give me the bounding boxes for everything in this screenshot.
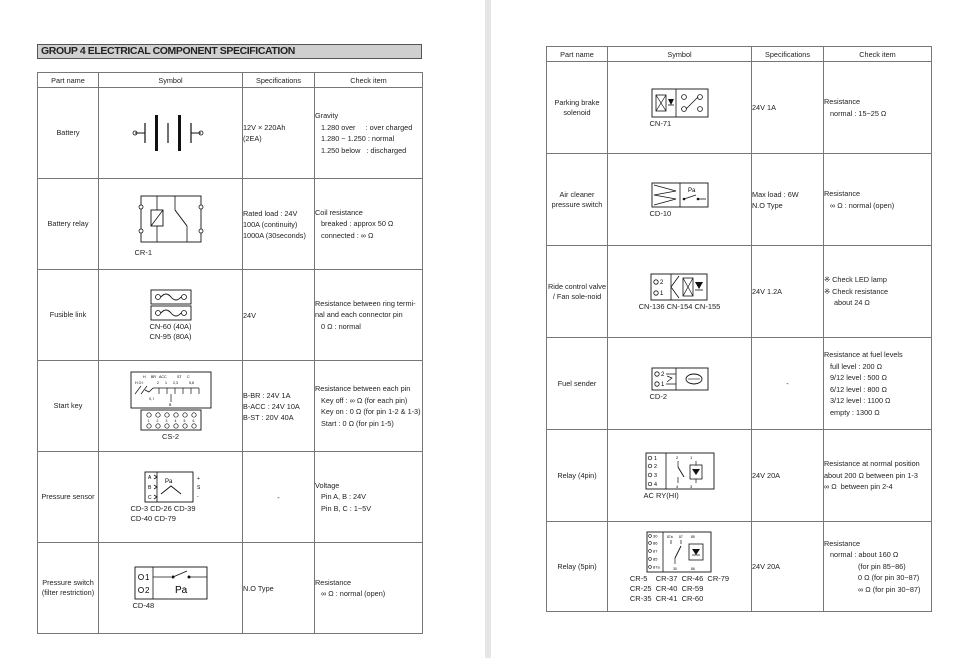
svg-text:30: 30 — [673, 566, 678, 571]
table-row — [547, 246, 932, 338]
svg-text:6: 6 — [192, 419, 194, 423]
svg-text:85: 85 — [691, 534, 696, 539]
svg-text:4: 4 — [675, 483, 678, 489]
svg-text:87: 87 — [653, 548, 658, 553]
check-cell: Resistance between ring termi- nal and each connector pin 0 Ω : normal — [315, 270, 423, 361]
spec-cell: 24V — [243, 270, 315, 361]
spec-table-left — [37, 72, 423, 634]
table-row — [38, 543, 423, 634]
check-cell: ※ Check LED lamp ※ Check resistance about 24 Ω — [824, 246, 932, 338]
group-title: GROUP 4 ELECTRICAL COMPONENT SPECIFICATION — [37, 44, 422, 59]
part-name: Parking brake solenoid — [547, 62, 608, 154]
svg-text:Pa: Pa — [687, 187, 695, 194]
ride-control-valve-symbol — [649, 272, 709, 302]
fusible-link-symbol — [149, 288, 193, 322]
svg-text:1: 1 — [653, 455, 657, 462]
table-row — [38, 179, 423, 270]
svg-text:2: 2 — [660, 279, 664, 286]
parking-brake-solenoid-symbol — [650, 87, 710, 119]
spec-table-right — [546, 46, 932, 612]
svg-text:H: H — [142, 375, 146, 379]
svg-text:0, I: 0, I — [148, 397, 154, 401]
check-cell: Resistance at fuel levels full level : 200 Ω 9/12 level : 500 Ω 6/12 level : 800 Ω 3/12 level : 1100 Ω empty : 1300 Ω — [824, 338, 932, 430]
svg-text:85: 85 — [653, 556, 658, 561]
symbol-cell: 2 1 CD-2 — [608, 338, 752, 430]
table-row — [547, 154, 932, 246]
symbol-cell: 1 2 Pa CD-48 — [99, 543, 243, 634]
part-name: Battery — [38, 88, 99, 179]
svg-text:2: 2 — [675, 454, 678, 460]
battery-symbol — [131, 111, 211, 155]
spec-cell: 24V 20A — [752, 430, 824, 522]
check-cell: Resistance normal : 15~25 Ω — [824, 62, 932, 154]
check-cell: Coil resistance breaked : approx 50 Ω connected : ∞ Ω — [315, 179, 423, 270]
table-row — [547, 62, 932, 154]
part-name: Start key — [38, 361, 99, 452]
symbol-cell — [99, 88, 243, 179]
relay-4pin-symbol — [644, 451, 716, 491]
relay-5pin-symbol — [645, 530, 713, 574]
svg-text:3: 3 — [653, 472, 657, 479]
page-left — [0, 0, 485, 658]
svg-text:Pa: Pa — [164, 479, 172, 485]
svg-text:2: 2 — [144, 586, 149, 595]
svg-text:ACC: ACC — [158, 375, 167, 379]
table-row — [38, 361, 423, 452]
svg-text:30: 30 — [653, 533, 658, 538]
part-name: Relay (4pin) — [547, 430, 608, 522]
svg-text:B: B — [168, 403, 171, 407]
spec-cell: Rated load : 24V 100A (continuity) 1000A (30seconds) — [243, 179, 315, 270]
header-symbol: Symbol — [608, 47, 752, 62]
check-cell: Resistance ∞ Ω : normal (open) — [315, 543, 423, 634]
svg-text:BR: BR — [150, 375, 156, 379]
part-name: Air cleaner pressure switch — [547, 154, 608, 246]
svg-text:3: 3 — [689, 483, 692, 489]
svg-text:4: 4 — [653, 481, 657, 488]
svg-text:5,6: 5,6 — [188, 381, 194, 385]
svg-text:1: 1 — [660, 290, 664, 297]
svg-text:-: - — [196, 494, 199, 500]
symbol-cell: CR-1 — [99, 179, 243, 270]
table-row — [38, 452, 423, 543]
spec-cell: - — [243, 452, 315, 543]
symbol-cell: 2 1 CN-136 CN-154 CN-155 — [608, 246, 752, 338]
pressure-sensor-symbol — [131, 470, 211, 504]
symbol-cell: 30 86 87 85 87a 87a 87 85 30 86 CR-5 CR-37 CR-46 CR-79 CR-25 CR-40 CR-59 CR-35 CR-41 CR-60 — [608, 522, 752, 612]
svg-text:H O I: H O I — [134, 381, 143, 385]
svg-text:A: A — [147, 475, 151, 481]
table-row — [38, 270, 423, 361]
part-name: Fuel sender — [547, 338, 608, 430]
svg-text:1: 1 — [689, 454, 692, 460]
svg-text:2: 2 — [653, 463, 657, 470]
part-name: Pressure switch (filter restriction) — [38, 543, 99, 634]
start-key-symbol — [129, 370, 213, 432]
spec-cell: N.O Type — [243, 543, 315, 634]
spec-cell: 24V 1A — [752, 62, 824, 154]
header-specifications: Specifications — [243, 73, 315, 88]
svg-text:3: 3 — [165, 419, 167, 423]
symbol-cell: H BR ACC ST C H O I 2 1 2,3 5,6 0, I B 1 2 3 4 5 6 CS-2 — [99, 361, 243, 452]
svg-text:87a: 87a — [667, 534, 674, 539]
svg-text:C: C — [147, 495, 152, 501]
air-cleaner-switch-symbol — [650, 181, 710, 209]
svg-text:1: 1 — [147, 419, 149, 423]
svg-text:4: 4 — [174, 419, 176, 423]
svg-text:2: 2 — [156, 419, 158, 423]
header-check-item: Check item — [315, 73, 423, 88]
svg-text:Pa: Pa — [174, 585, 187, 596]
header-symbol: Symbol — [99, 73, 243, 88]
symbol-cell: A B C Pa + S - CD-3 CD-26 CD-39 CD-40 CD-79 — [99, 452, 243, 543]
svg-text:1: 1 — [164, 381, 167, 385]
svg-text:87a: 87a — [653, 564, 661, 569]
svg-text:2: 2 — [156, 381, 159, 385]
svg-text:87: 87 — [679, 534, 684, 539]
check-cell: Gravity 1.280 over : over charged 1.280 ~ 1.250 : normal 1.250 below : discharged — [315, 88, 423, 179]
svg-text:86: 86 — [653, 540, 658, 545]
symbol-cell: Pa CD-10 — [608, 154, 752, 246]
svg-text:ST: ST — [176, 375, 182, 379]
spec-cell: 12V × 220Ah (2EA) — [243, 88, 315, 179]
spec-cell: - — [752, 338, 824, 430]
svg-text:1: 1 — [144, 573, 149, 582]
part-name: Relay (5pin) — [547, 522, 608, 612]
header-part-name: Part name — [38, 73, 99, 88]
svg-text:B: B — [147, 485, 151, 491]
symbol-cell: 1 2 3 4 2 1 4 3 AC RY(HI) — [608, 430, 752, 522]
part-name: Pressure sensor — [38, 452, 99, 543]
svg-text:+: + — [196, 476, 200, 482]
header-specifications: Specifications — [752, 47, 824, 62]
svg-text:86: 86 — [691, 566, 696, 571]
spec-cell: B-BR : 24V 1A B-ACC : 24V 10A B-ST : 20V 40A — [243, 361, 315, 452]
part-name: Fusible link — [38, 270, 99, 361]
part-name: Battery relay — [38, 179, 99, 270]
symbol-cell: CN-60 (40A) CN-95 (80A) — [99, 270, 243, 361]
svg-text:2: 2 — [660, 371, 664, 378]
spec-cell: 24V 20A — [752, 522, 824, 612]
svg-text:S: S — [196, 485, 200, 491]
svg-text:5: 5 — [183, 419, 185, 423]
table-row — [547, 430, 932, 522]
page-right — [491, 0, 977, 658]
check-cell: Resistance between each pin Key off : ∞ Ω (for each pin) Key on : 0 Ω (for pin 1-2 & 1-3) Start : 0 Ω (for pin 1-5) — [315, 361, 423, 452]
svg-text:1: 1 — [660, 381, 664, 388]
pressure-switch-symbol — [133, 565, 209, 601]
part-name: Ride control valve / Fan sole-noid — [547, 246, 608, 338]
table-row — [38, 88, 423, 179]
battery-relay-symbol — [135, 190, 207, 248]
check-cell: Voltage Pin A, B : 24V Pin B, C : 1~5V — [315, 452, 423, 543]
header-check-item: Check item — [824, 47, 932, 62]
check-cell: Resistance normal : about 160 Ω (for pin 85~86) 0 Ω (for pin 30~87) ∞ Ω (for pin 30~87) — [824, 522, 932, 612]
svg-text:C: C — [186, 375, 190, 379]
table-row — [547, 522, 932, 612]
symbol-cell: CN-71 — [608, 62, 752, 154]
check-cell: Resistance ∞ Ω : normal (open) — [824, 154, 932, 246]
spec-cell: 24V 1.2A — [752, 246, 824, 338]
fuel-sender-symbol — [650, 366, 710, 392]
svg-text:2,3: 2,3 — [172, 381, 178, 385]
table-row — [547, 338, 932, 430]
check-cell: Resistance at normal position about 200 Ω between pin 1-3 ∞ Ω between pin 2-4 — [824, 430, 932, 522]
spec-cell: Max load : 6W N.O Type — [752, 154, 824, 246]
header-part-name: Part name — [547, 47, 608, 62]
